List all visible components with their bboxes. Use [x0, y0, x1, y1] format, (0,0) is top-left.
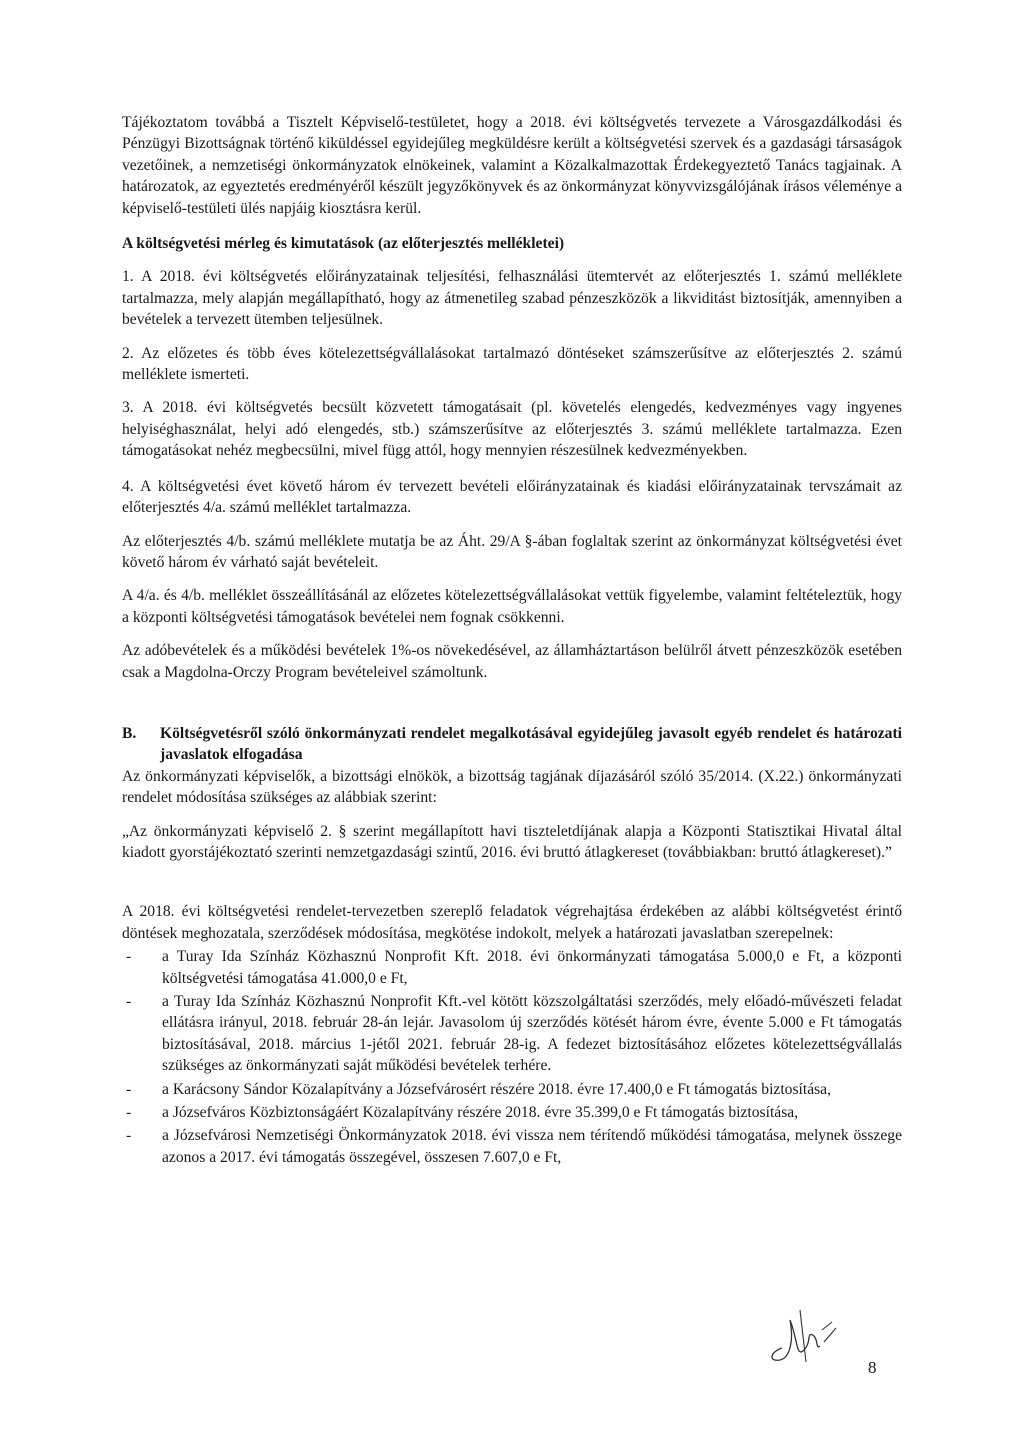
page-number: 8	[868, 1358, 877, 1377]
list-item: - a Józsefvárosi Nemzetiségi Önkormányzatok 2018. évi vissza nem térítendő működési támogatása, melynek összege azonos a 2017. évi támogatás összegével, összesen 7.607,0 e Ft,	[122, 1125, 902, 1168]
item-2: 2. Az előzetes és több éves kötelezettségvállalásokat tartalmazó döntéseket számszerűsítve az előterjesztés 2. számú melléklete ismerteti.	[122, 344, 902, 384]
section-b-heading	[122, 723, 902, 766]
list-item: - a Turay Ida Színház Közhasznú Nonprofit Kft. 2018. évi önkormányzati támogatása 5.000,0 e Ft, a központi költségvetési támogatása 41.000,0 e Ft,	[122, 946, 902, 989]
item-4b: Az előterjesztés 4/b. számú melléklete mutatja be az Áht. 29/A §-ában foglaltak szerint az önkormányzat költségvetési évet követő három év várható saját bevételeit.	[122, 532, 902, 571]
section-b-letter: B.	[122, 724, 137, 742]
list-item: - a Turay Ida Színház Közhasznú Nonprofit Kft.-vel kötött közszolgáltatási szerződés, mely előadó-művészeti feladat ellátásra irányul, 2018. február 28-án lejár. Javasolom új szerződés kötését három évre, évente 5.000 e Ft támogatás biztosításával, 2018. március 1-jétől 2021. február 28-ig. A fedezet biztosításához előzetes kötelezettségvállalás szükséges az önkormányzati saját működési bevételek terhére.	[122, 991, 902, 1077]
item-1: 1. A 2018. évi költségvetés előirányzatainak teljesítési, felhasználási ütemtervét az előterjesztés 1. számú melléklete tartalmazza, mely alapján megállapítható, hogy az átmenetileg szabad pénzeszközök a likviditást biztosítják, amennyiben a bevételek a tervezett ütemben teljesülnek.	[122, 268, 902, 329]
list-item: - a Karácsony Sándor Közalapítvány a Józsefvárosért részére 2018. évre 17.400,0 e Ft támogatás biztosítása,	[122, 1079, 902, 1100]
section-b-paragraph-2: A 2018. évi költségvetési rendelet-tervezetben szereplő feladatok végrehajtása érdekében az alábbi költségvetést érintő döntések meghozatala, szerződések módosítása, megkötése indokolt, melyek a határozati javaslatban szerepelnek:	[122, 903, 902, 942]
section-b-paragraph-1: Az önkormányzati képviselők, a bizottsági elnökök, a bizottság tagjának díjazásáról szóló 35/2014. (X.22.) önkormányzati rendelet módosítása szükséges az alábbiak szerint:	[122, 767, 902, 807]
item-4c: A 4/a. és 4/b. melléklet összeállításánál az előzetes kötelezettségvállalásokat vettük figyelembe, valamint feltételeztük, hogy a központi költségvetési támogatások bevételei nem fognak csökkenni.	[122, 587, 902, 626]
section-b-title: Költségvetésről szóló önkormányzati rendelet megalkotásával egyidejűleg javasolt egyéb rendelet és határozati javaslatok elfogadása	[160, 724, 902, 764]
decision-list	[122, 946, 902, 1168]
document-page	[122, 112, 902, 1168]
item-3: 3. A 2018. évi költségvetés becsült közvetett támogatásait (pl. követelés elengedés, kedvezményes vagy ingyenes helyiséghasználat, helyi adó elengedés, stb.) számszerűsítve az előterjesztés 3. számú melléklete tartalmazza. Ezen támogatásokat nehéz megbecsülni, mivel függ attól, hogy mennyien részesülnek kedvezményekben.	[122, 399, 902, 460]
signature-initials	[760, 1300, 850, 1370]
intro-paragraph: Tájékoztatom továbbá a Tisztelt Képviselő-testületet, hogy a 2018. évi költségvetés tervezete a Városgazdálkodási és Pénzügyi Bizottságnak történő kiküldéssel egyidejűleg megküldésre került a költségvetési szervek és a gazdasági társaságok vezetőinek, a nemzetiségi önkormányzatok elnökeinek, valamint a Közalkalmazottak Érdekegyeztető Tanács tagjainak. A határozatok, az egyeztetés eredményéről készült jegyzőkönyvek és az önkormányzat könyvvizsgálójának írásos véleménye a képviselő-testületi ülés napjáig kiosztásra kerül.	[122, 114, 902, 217]
item-4: 4. A költségvetési évet követő három év tervezett bevételi előirányzatainak és kiadási előirányzatainak tervszámait az előterjesztés 4/a. számú melléklet tartalmazza.	[122, 477, 902, 517]
section-b-quote: „Az önkormányzati képviselő 2. § szerint megállapított havi tiszteletdíjának alapja a Központi Statisztikai Hivatal által kiadott gyorstájékoztató szerinti nemzetgazdasági szintű, 2016. évi bruttó átlagkereset (továbbiakban: bruttó átlagkereset).”	[122, 822, 902, 861]
attachments-heading: A költségvetési mérleg és kimutatások (az előterjesztés mellékletei)	[122, 235, 565, 253]
item-4d: Az adóbevételek és a működési bevételek 1%-os növekedésével, az államháztartáson belülről átvett pénzeszközök esetében csak a Magdolna-Orczy Program bevételeivel számoltunk.	[122, 642, 902, 681]
list-item: - a Józsefváros Közbiztonságáért Közalapítvány részére 2018. évre 35.399,0 e Ft támogatás biztosítása,	[122, 1102, 902, 1123]
